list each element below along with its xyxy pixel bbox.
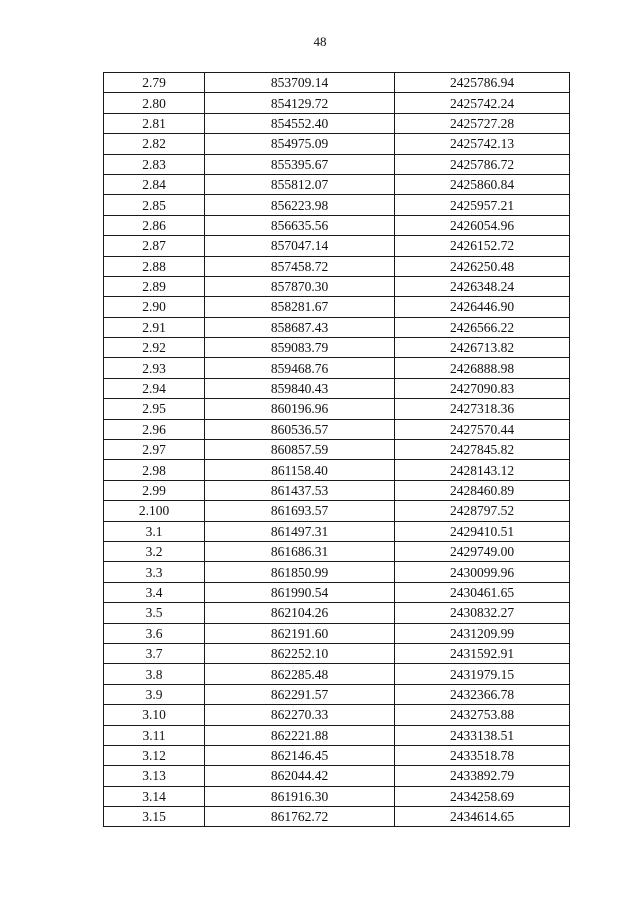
y-coordinate-cell: 2427090.83 xyxy=(395,378,570,398)
point-number-cell: 3.4 xyxy=(104,582,205,602)
y-coordinate-cell: 2432366.78 xyxy=(395,684,570,704)
table-row xyxy=(104,113,570,133)
y-coordinate-cell: 2429410.51 xyxy=(395,521,570,541)
x-coordinate-cell: 862104.26 xyxy=(205,603,395,623)
x-coordinate-cell: 858281.67 xyxy=(205,297,395,317)
y-coordinate-cell: 2428460.89 xyxy=(395,480,570,500)
point-number-cell: 2.82 xyxy=(104,134,205,154)
y-coordinate-cell: 2426566.22 xyxy=(395,317,570,337)
y-coordinate-cell: 2427570.44 xyxy=(395,419,570,439)
table-row xyxy=(104,440,570,460)
point-number-cell: 3.12 xyxy=(104,745,205,765)
table-row xyxy=(104,725,570,745)
y-coordinate-cell: 2430832.27 xyxy=(395,603,570,623)
point-number-cell: 2.91 xyxy=(104,317,205,337)
y-coordinate-cell: 2428143.12 xyxy=(395,460,570,480)
y-coordinate-cell: 2427845.82 xyxy=(395,440,570,460)
x-coordinate-cell: 854975.09 xyxy=(205,134,395,154)
table-row xyxy=(104,664,570,684)
point-number-cell: 3.13 xyxy=(104,766,205,786)
table-row xyxy=(104,399,570,419)
point-number-cell: 2.99 xyxy=(104,480,205,500)
x-coordinate-cell: 862191.60 xyxy=(205,623,395,643)
x-coordinate-cell: 858687.43 xyxy=(205,317,395,337)
table-row xyxy=(104,786,570,806)
y-coordinate-cell: 2431979.15 xyxy=(395,664,570,684)
y-coordinate-cell: 2425860.84 xyxy=(395,174,570,194)
x-coordinate-cell: 861990.54 xyxy=(205,582,395,602)
y-coordinate-cell: 2434614.65 xyxy=(395,807,570,827)
point-number-cell: 2.94 xyxy=(104,378,205,398)
table-row xyxy=(104,460,570,480)
table-row xyxy=(104,134,570,154)
x-coordinate-cell: 860857.59 xyxy=(205,440,395,460)
point-number-cell: 2.80 xyxy=(104,93,205,113)
y-coordinate-cell: 2429749.00 xyxy=(395,541,570,561)
x-coordinate-cell: 859840.43 xyxy=(205,378,395,398)
table-row xyxy=(104,195,570,215)
point-number-cell: 2.98 xyxy=(104,460,205,480)
point-number-cell: 2.95 xyxy=(104,399,205,419)
x-coordinate-cell: 862252.10 xyxy=(205,643,395,663)
x-coordinate-cell: 861686.31 xyxy=(205,541,395,561)
table-row xyxy=(104,705,570,725)
x-coordinate-cell: 856635.56 xyxy=(205,215,395,235)
x-coordinate-cell: 861762.72 xyxy=(205,807,395,827)
x-coordinate-cell: 854129.72 xyxy=(205,93,395,113)
y-coordinate-cell: 2430099.96 xyxy=(395,562,570,582)
table-row xyxy=(104,603,570,623)
point-number-cell: 2.84 xyxy=(104,174,205,194)
table-row xyxy=(104,766,570,786)
y-coordinate-cell: 2425742.24 xyxy=(395,93,570,113)
table-row xyxy=(104,154,570,174)
y-coordinate-cell: 2433138.51 xyxy=(395,725,570,745)
point-number-cell: 3.14 xyxy=(104,786,205,806)
y-coordinate-cell: 2426348.24 xyxy=(395,276,570,296)
x-coordinate-cell: 857047.14 xyxy=(205,236,395,256)
point-number-cell: 2.79 xyxy=(104,73,205,93)
point-number-cell: 3.10 xyxy=(104,705,205,725)
point-number-cell: 2.85 xyxy=(104,195,205,215)
table-row xyxy=(104,174,570,194)
point-number-cell: 3.11 xyxy=(104,725,205,745)
y-coordinate-cell: 2427318.36 xyxy=(395,399,570,419)
x-coordinate-cell: 862146.45 xyxy=(205,745,395,765)
table-row xyxy=(104,562,570,582)
x-coordinate-cell: 861158.40 xyxy=(205,460,395,480)
y-coordinate-cell: 2425957.21 xyxy=(395,195,570,215)
table-row xyxy=(104,297,570,317)
y-coordinate-cell: 2426250.48 xyxy=(395,256,570,276)
y-coordinate-cell: 2433518.78 xyxy=(395,745,570,765)
x-coordinate-cell: 862285.48 xyxy=(205,664,395,684)
point-number-cell: 2.92 xyxy=(104,338,205,358)
point-number-cell: 2.83 xyxy=(104,154,205,174)
x-coordinate-cell: 861437.53 xyxy=(205,480,395,500)
y-coordinate-cell: 2432753.88 xyxy=(395,705,570,725)
table-row xyxy=(104,807,570,827)
point-number-cell: 2.86 xyxy=(104,215,205,235)
table-row xyxy=(104,338,570,358)
x-coordinate-cell: 862221.88 xyxy=(205,725,395,745)
table-row xyxy=(104,256,570,276)
point-number-cell: 3.8 xyxy=(104,664,205,684)
table-row xyxy=(104,317,570,337)
table-row xyxy=(104,541,570,561)
x-coordinate-cell: 861497.31 xyxy=(205,521,395,541)
x-coordinate-cell: 861850.99 xyxy=(205,562,395,582)
point-number-cell: 3.2 xyxy=(104,541,205,561)
x-coordinate-cell: 861916.30 xyxy=(205,786,395,806)
table-row xyxy=(104,276,570,296)
point-number-cell: 2.88 xyxy=(104,256,205,276)
y-coordinate-cell: 2433892.79 xyxy=(395,766,570,786)
y-coordinate-cell: 2425727.28 xyxy=(395,113,570,133)
y-coordinate-cell: 2425786.72 xyxy=(395,154,570,174)
point-number-cell: 2.90 xyxy=(104,297,205,317)
y-coordinate-cell: 2425786.94 xyxy=(395,73,570,93)
x-coordinate-cell: 856223.98 xyxy=(205,195,395,215)
x-coordinate-cell: 857870.30 xyxy=(205,276,395,296)
y-coordinate-cell: 2431209.99 xyxy=(395,623,570,643)
point-number-cell: 2.89 xyxy=(104,276,205,296)
x-coordinate-cell: 854552.40 xyxy=(205,113,395,133)
point-number-cell: 3.9 xyxy=(104,684,205,704)
table-row xyxy=(104,93,570,113)
y-coordinate-cell: 2426446.90 xyxy=(395,297,570,317)
point-number-cell: 3.6 xyxy=(104,623,205,643)
page-number: 48 xyxy=(313,34,327,49)
x-coordinate-cell: 859083.79 xyxy=(205,338,395,358)
coordinates-table-body xyxy=(104,73,570,827)
y-coordinate-cell: 2428797.52 xyxy=(395,501,570,521)
x-coordinate-cell: 853709.14 xyxy=(205,73,395,93)
table-row xyxy=(104,501,570,521)
point-number-cell: 3.7 xyxy=(104,643,205,663)
table-row xyxy=(104,684,570,704)
table-row xyxy=(104,73,570,93)
point-number-cell: 2.87 xyxy=(104,236,205,256)
table-row xyxy=(104,236,570,256)
y-coordinate-cell: 2426152.72 xyxy=(395,236,570,256)
x-coordinate-cell: 860536.57 xyxy=(205,419,395,439)
point-number-cell: 2.81 xyxy=(104,113,205,133)
table-row xyxy=(104,582,570,602)
point-number-cell: 2.97 xyxy=(104,440,205,460)
x-coordinate-cell: 862291.57 xyxy=(205,684,395,704)
x-coordinate-cell: 855395.67 xyxy=(205,154,395,174)
coordinates-table xyxy=(103,72,570,827)
y-coordinate-cell: 2431592.91 xyxy=(395,643,570,663)
table-row xyxy=(104,358,570,378)
point-number-cell: 3.15 xyxy=(104,807,205,827)
point-number-cell: 2.93 xyxy=(104,358,205,378)
point-number-cell: 2.100 xyxy=(104,501,205,521)
table-row xyxy=(104,521,570,541)
point-number-cell: 2.96 xyxy=(104,419,205,439)
y-coordinate-cell: 2430461.65 xyxy=(395,582,570,602)
x-coordinate-cell: 860196.96 xyxy=(205,399,395,419)
table-row xyxy=(104,378,570,398)
x-coordinate-cell: 857458.72 xyxy=(205,256,395,276)
table-row xyxy=(104,623,570,643)
x-coordinate-cell: 861693.57 xyxy=(205,501,395,521)
table-row xyxy=(104,643,570,663)
table-row xyxy=(104,215,570,235)
point-number-cell: 3.5 xyxy=(104,603,205,623)
table-row xyxy=(104,745,570,765)
y-coordinate-cell: 2434258.69 xyxy=(395,786,570,806)
x-coordinate-cell: 859468.76 xyxy=(205,358,395,378)
x-coordinate-cell: 855812.07 xyxy=(205,174,395,194)
table-row xyxy=(104,480,570,500)
x-coordinate-cell: 862044.42 xyxy=(205,766,395,786)
y-coordinate-cell: 2426713.82 xyxy=(395,338,570,358)
y-coordinate-cell: 2425742.13 xyxy=(395,134,570,154)
y-coordinate-cell: 2426054.96 xyxy=(395,215,570,235)
x-coordinate-cell: 862270.33 xyxy=(205,705,395,725)
y-coordinate-cell: 2426888.98 xyxy=(395,358,570,378)
table-row xyxy=(104,419,570,439)
point-number-cell: 3.1 xyxy=(104,521,205,541)
point-number-cell: 3.3 xyxy=(104,562,205,582)
